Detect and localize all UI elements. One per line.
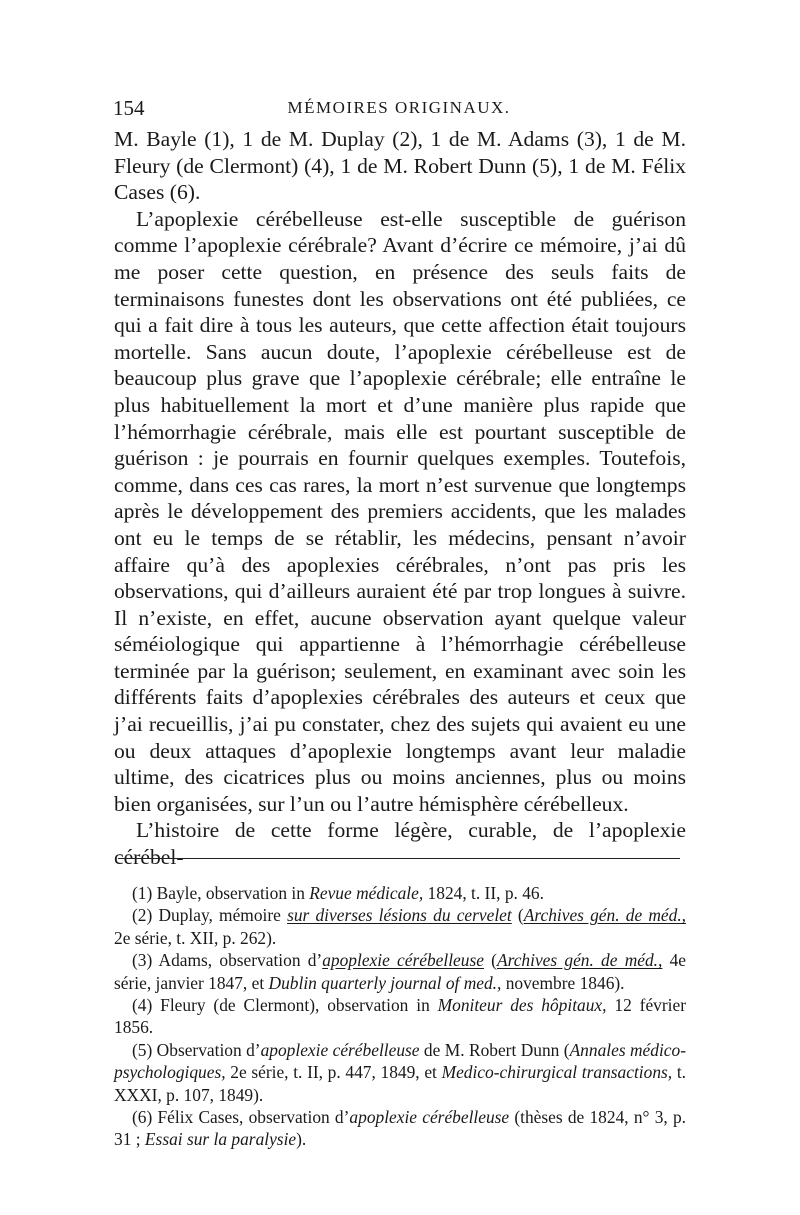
paragraph-continued: M. Bayle (1), 1 de M. Duplay (2), 1 de M. Adams (3), 1 de M. Fleury (de Clermont) (4), 1 de M. Robert Dunn (5), 1 de M. Félix Cases (6). [114, 127, 686, 205]
footnote-6: (6) Félix Cases, observation d’apoplexie cérébelleuse (thèses de 1824, n° 3, p. 31 ; Essai sur la paralysie). [114, 1107, 686, 1150]
paragraph-histoire: L’histoire de cette forme légère, curable, de l’apoplexie cérébel- [114, 818, 686, 870]
running-title: MÉMOIRES ORIGINAUX. [287, 98, 511, 117]
footnote-4: (4) Fleury (de Clermont), observation in Moniteur des hôpitaux, 12 février 1856. [114, 995, 686, 1038]
footnote-2: (2) Duplay, mémoire sur diverses lésions du cervelet (Archives gén. de méd., 2e série, t. XII, p. 262). [114, 905, 687, 948]
main-text [114, 126, 686, 871]
paragraph-apoplexie-question: L’apoplexie cérébelleuse est-elle susceptible de guérison comme l’apoplexie cérébrale? Avant d’écrire ce mémoire, j’ai dû me poser cette question, en présence des seuls faits de terminaisons funestes dont les observations ont été publiées, ce qui a fait dire à tous les auteurs, que cette affection était toujours mortelle. Sans aucun doute, l’apoplexie cérébelleuse est de beaucoup plus grave que l’apoplexie cérébrale; elle entraîne le plus habituellement la mort et d’une manière plus rapide que l’hémorrhagie cérébrale, mais elle est pourtant susceptible de guérison : je pourrais en fournir quelques exemples. Toutefois, comme, dans ces cas rares, la mort n’est survenue que longtemps après le développement des premiers accidents, que les malades ont eu le temps de se rétablir, les médecins, pensant n’avoir affaire qu’à des apoplexies cérébrales, n’ont pas pris les observations, qui d’ailleurs auraient été par trop longues à suivre. Il n’existe, en effet, aucune observation ayant quelque valeur séméiologique qui appartienne à l’hémorrhagie cérébelleuse terminée par la guérison; seulement, en examinant avec soin les différents faits d’apoplexies cérébrales des auteurs et ceux que j’ai recueillis, j’ai pu constater, chez des sujets qui avaient eu une ou deux attaques d’apoplexie longtemps avant leur maladie ultime, des cicatrices plus ou moins anciennes, plus ou moins bien organisées, sur l’un ou l’autre hémisphère cérébelleux. [114, 206, 686, 816]
running-header [113, 96, 685, 124]
footnote-separator [118, 858, 680, 859]
footnote-1: (1) Bayle, observation in Revue médicale, 1824, t. II, p. 46. [132, 883, 544, 903]
footnote-5: (5) Observation d’apoplexie cérébelleuse de M. Robert Dunn (Annales médico-psychologiques, 2e série, t. II, p. 447, 1849, et Medico-chirurgical transactions, t. XXXI, p. 107, 1849). [114, 1039, 687, 1105]
footnotes [114, 882, 686, 1151]
footnote-3: (3) Adams, observation d’apoplexie cérébelleuse (Archives gén. de méd., 4e série, janvier 1847, et Dublin quarterly journal of med., novembre 1846). [114, 950, 687, 993]
page-number: 154 [113, 96, 145, 120]
